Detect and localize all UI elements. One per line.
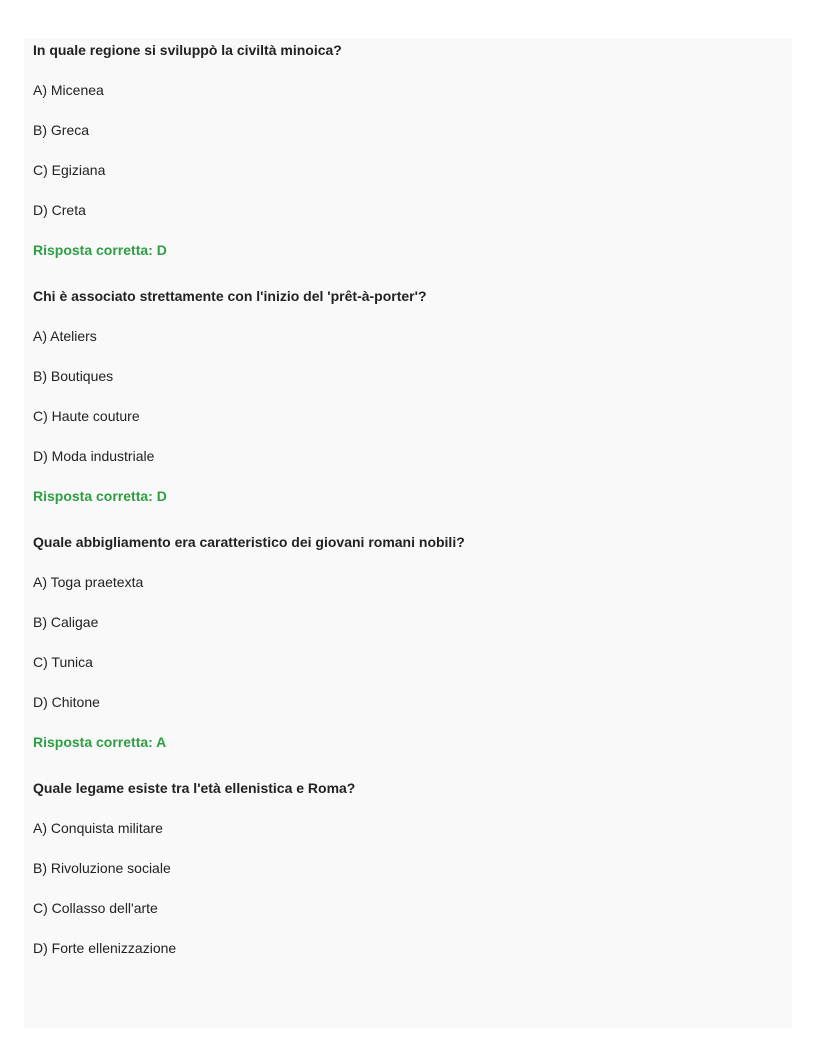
option-a: A) Conquista militare [33,820,163,836]
quiz-card [24,38,792,1028]
option-a: A) Micenea [33,82,104,98]
question-text: Quale abbigliamento era caratteristico dei giovani romani nobili? [33,534,465,550]
option-c: C) Haute couture [33,408,140,424]
option-b: B) Caligae [33,614,99,630]
option-c: C) Collasso dell'arte [33,900,158,916]
option-b: B) Greca [33,122,90,138]
option-d: D) Moda industriale [33,448,155,464]
option-a: A) Ateliers [33,328,97,344]
question-block-4 [33,780,792,957]
question-text: Chi è associato strettamente con l'inizio del 'prêt-à-porter'? [33,288,427,304]
option-b: B) Rivoluzione sociale [33,860,171,876]
option-b: B) Boutiques [33,368,114,384]
question-text: Quale legame esiste tra l'età ellenistica e Roma? [33,780,356,796]
option-d: D) Forte ellenizzazione [33,940,177,956]
option-d: D) Chitone [33,694,100,710]
option-d: D) Creta [33,202,86,218]
correct-answer: Risposta corretta: A [33,734,167,750]
question-block-1 [33,42,792,259]
option-c: C) Tunica [33,654,93,670]
option-a: A) Toga praetexta [33,574,144,590]
correct-answer: Risposta corretta: D [33,488,167,504]
option-c: C) Egiziana [33,162,106,178]
correct-answer: Risposta corretta: D [33,242,167,258]
question-block-2 [33,288,792,505]
question-text: In quale regione si sviluppò la civiltà minoica? [33,42,342,58]
question-block-3 [33,534,792,751]
